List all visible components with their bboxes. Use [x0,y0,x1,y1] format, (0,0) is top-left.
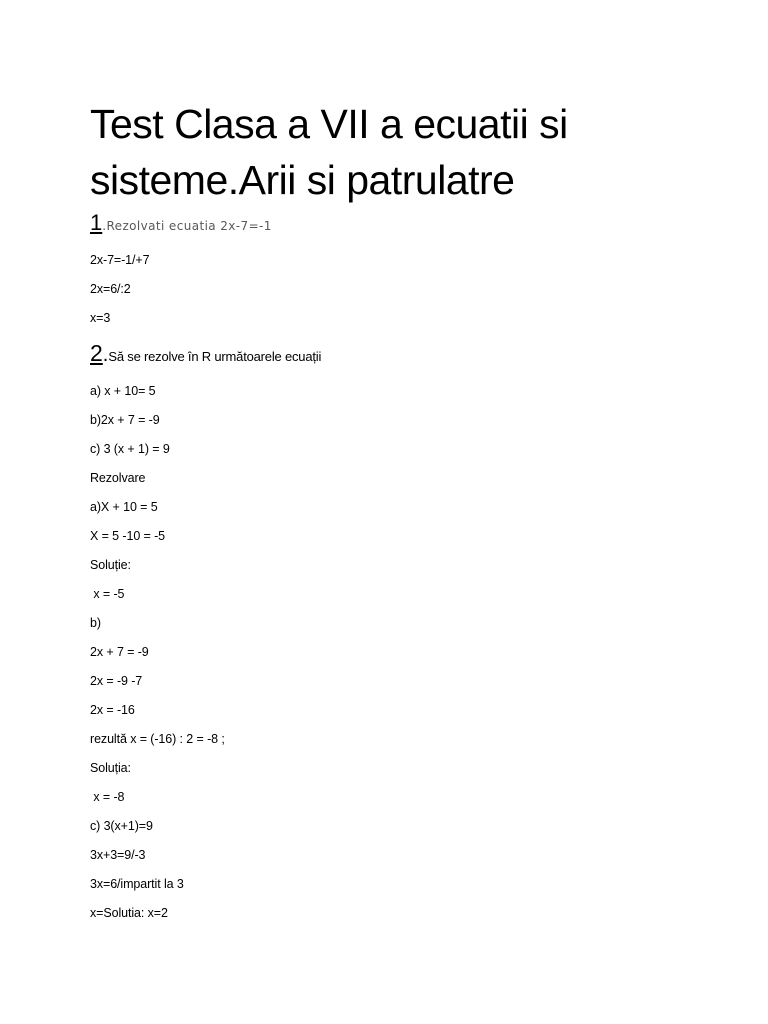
solution-line: x = -8 [90,790,125,804]
solution-line: 3x+3=9/-3 [90,848,146,862]
question-1-text: .Rezolvati ecuatia 2x-7=-1 [102,219,272,233]
solution-line: x=Solutia: x=2 [90,906,168,920]
question-2-dot: . [102,344,109,366]
question-1-heading [90,210,272,236]
solution-line: X = 5 -10 = -5 [90,529,166,543]
exercise-line: a) x + 10= 5 [90,384,156,398]
document-title: Test Clasa a VII a ecuatii si sisteme.Arii si patrulatre [90,101,568,203]
solution-line: x=3 [90,311,111,325]
solution-line: rezultă x = (-16) : 2 = -8 ; [90,732,225,746]
solution-line: 2x-7=-1/+7 [90,253,150,267]
exercise-line: b)2x + 7 = -9 [90,413,160,427]
question-1-number: 1 [90,210,103,235]
question-2-number: 2 [90,340,103,366]
solution-line: b) [90,616,101,630]
exercise-line: c) 3 (x + 1) = 9 [90,442,170,456]
solution-line: 2x=6/:2 [90,282,131,296]
solution-line: c) 3(x+1)=9 [90,819,153,833]
question-2-text: Să se rezolve în R următoarele ecuații [108,349,322,364]
solution-line: Soluția: [90,761,131,775]
solution-line: 2x + 7 = -9 [90,645,149,659]
solution-line: 2x = -16 [90,703,135,717]
solution-line: x = -5 [90,587,125,601]
solution-line: Soluție: [90,558,131,572]
question-2-heading [90,340,321,367]
section-label: Rezolvare [90,471,146,485]
solution-line: 3x=6/impartit la 3 [90,877,184,891]
solution-line: 2x = -9 -7 [90,674,143,688]
solution-line: a)X + 10 = 5 [90,500,158,514]
